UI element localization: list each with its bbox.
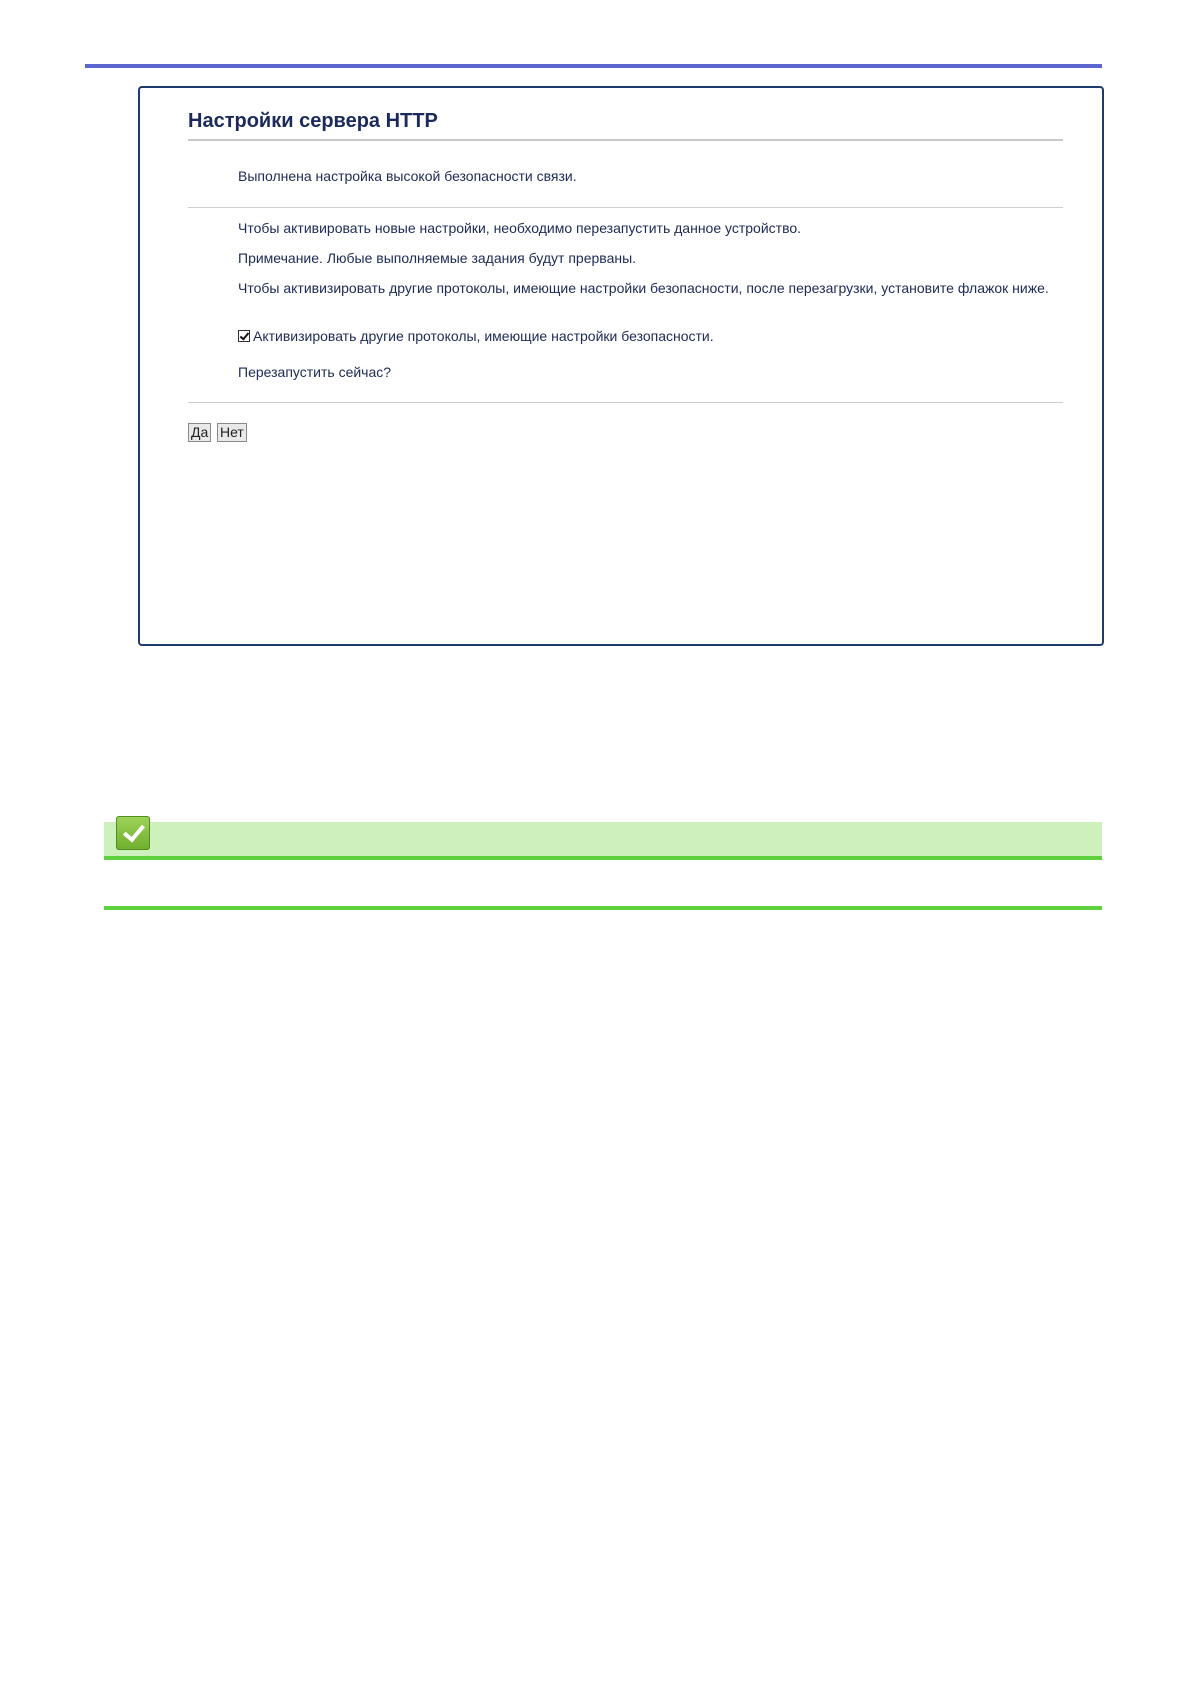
section-divider — [188, 402, 1063, 403]
restart-prompt: Перезапустить сейчас? — [238, 364, 392, 380]
check-icon — [116, 816, 150, 850]
protocols-hint-text: Чтобы активизировать другие протоколы, имеющие настройки безопасности, после перезагрузки, установите флажок ниже. — [238, 280, 1049, 296]
enable-protocols-checkbox[interactable] — [238, 330, 250, 342]
restart-required-text: Чтобы активировать новые настройки, необходимо перезапустить данное устройство. — [238, 220, 802, 236]
http-server-settings-panel — [138, 86, 1104, 646]
section-divider — [188, 207, 1063, 208]
note-text: Примечание. Любые выполняемые задания будут прерваны. — [238, 250, 637, 266]
page-title: Настройки сервера HTTP — [188, 110, 438, 132]
no-button[interactable]: Нет — [217, 423, 247, 442]
enable-protocols-option[interactable] — [238, 328, 714, 344]
enable-protocols-label: Активизировать другие протоколы, имеющие настройки безопасности. — [253, 328, 714, 344]
yes-button[interactable]: Да — [188, 423, 211, 442]
note-bar — [104, 822, 1102, 860]
title-divider — [188, 139, 1063, 141]
status-message: Выполнена настройка высокой безопасности связи. — [238, 168, 577, 184]
top-rule — [85, 64, 1102, 68]
bottom-rule — [104, 906, 1102, 910]
